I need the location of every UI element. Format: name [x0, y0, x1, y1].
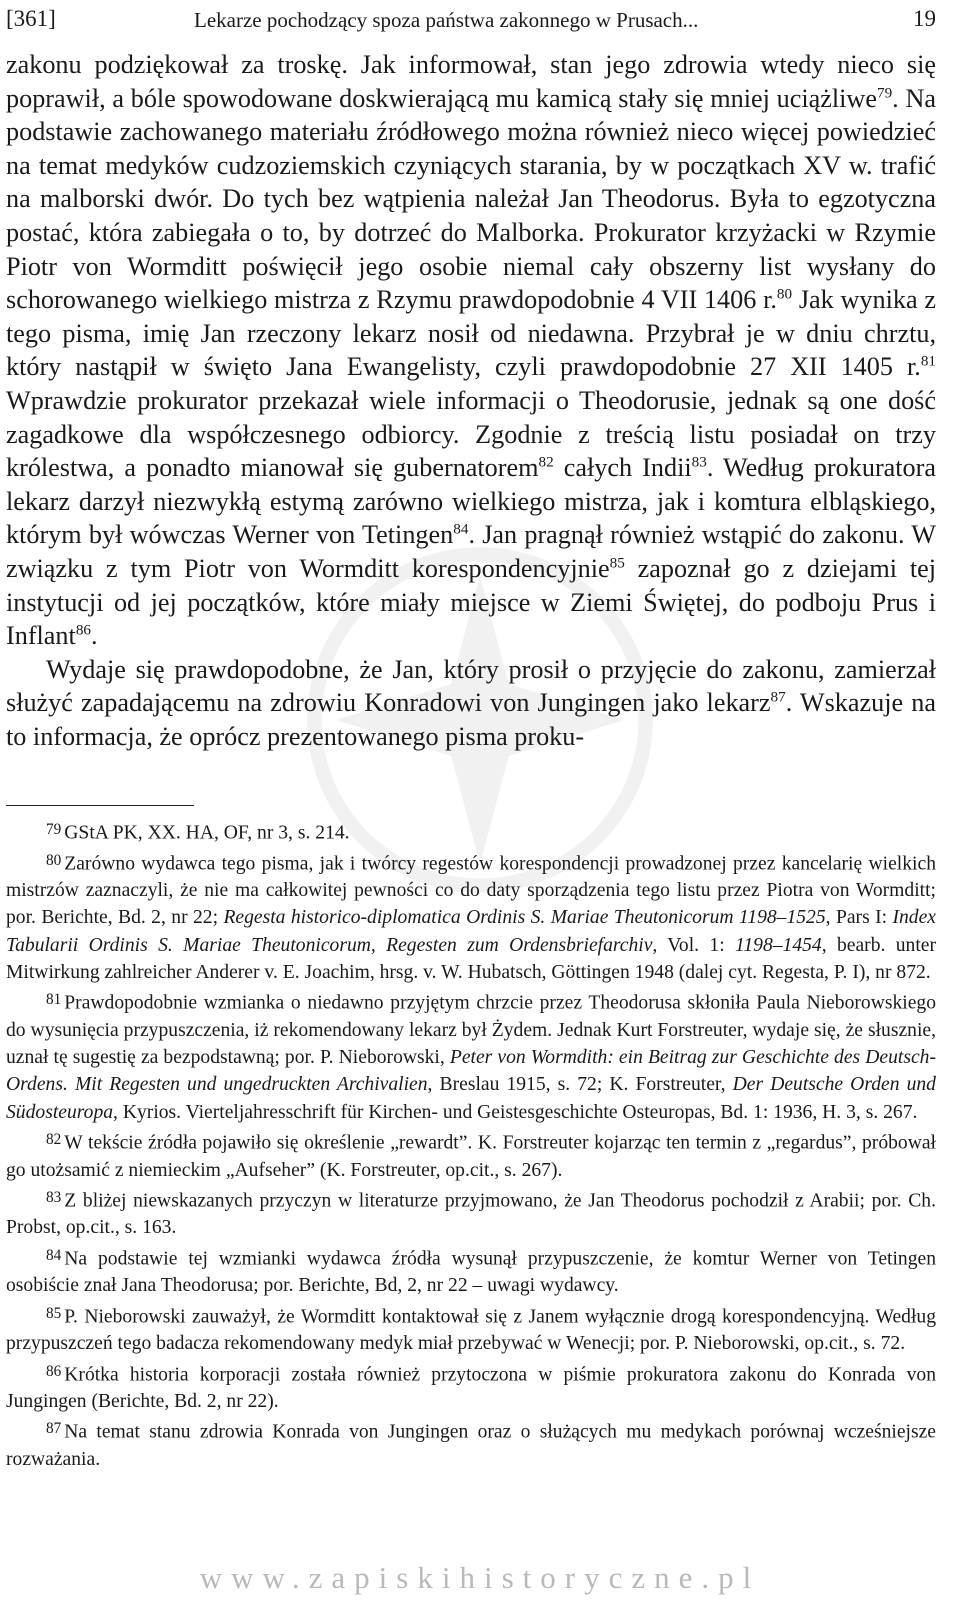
footnote-79: $^{79}$ GStA PK, XX. HA, OF, nr 3, s. 214.	[46, 821, 350, 844]
running-title: Lekarze pochodzący spoza państwa zakonnego w Prusach...	[194, 8, 699, 32]
main-text	[6, 48, 936, 753]
footnote-ref-79[interactable]: 79	[876, 83, 893, 101]
footnote-separator	[6, 805, 194, 806]
footnote-ref-86[interactable]: 86	[75, 621, 91, 639]
footnote-ref-87[interactable]: 87	[770, 688, 786, 706]
footnote-ref-81[interactable]: 81	[920, 352, 936, 370]
running-header	[6, 2, 936, 36]
footnote-87: $^{87}$ Na temat stanu zdrowia Konrada von Jungingen oraz o służących mu medykach porównaj wcześniejsze rozważania.	[6, 1420, 936, 1470]
footnote-ref-82[interactable]: 82	[538, 453, 554, 471]
section-marker: [361]	[6, 6, 56, 31]
footnote-86: $^{86}$ Krótka historia korporacji została również przytoczona w piśmie prokuratora zakonu do Konrada von Jungingen (Berichte, Bd. 2, nr 22).	[6, 1362, 936, 1413]
footnote-ref-83[interactable]: 83	[691, 453, 707, 471]
footnote-82: $^{82}$ W tekście źródła pojawiło się określenie „rewardt”. K. Forstreuter kojarząc ten termin z „regardus”, próbował go utożsamić z niemieckim „Aufseher” (K. Forstreuter, op.cit., s. 267).	[6, 1131, 936, 1181]
paragraph-1: zakonu podziękował za troskę. Jak informował, stan jego zdrowia wtedy nieco się poprawił, a bóle spowodowane doskwierającą mu kamicą stały się mniej uciążliwe$^{79}$. Na podstawie zachowanego materiału źródłowego można również nieco więcej powiedzieć na temat medyków cudzoziemskich czyniących starania, by w początkach XV w. trafić na malborski dwór. Do tych bez wątpienia należał Jan Theodorus. Była to egzotyczna postać, która zabiegała o to, by dotrzeć do Malborka. Prokurator krzyżacki w Rzymie Piotr von Wormditt poświęcił jego osobie niemal cały obszerny list wysłany do schorowanego wielkiego mistrza z Rzymu prawdopodobnie 4 VII 1406 r.$^{80}$ Jak wynika z tego pisma, imię Jan rzeczony lekarz nosił od niedawna. Przybrał je w dniu chrztu, który nastąpił w święto Jana Ewangelisty, czyli prawdopodobnie 27 XII 1405 r.$^{81}$ Wprawdzie prokurator przekazał wiele informacji o Theodorusie, jednak są one dość zagadkowe dla współczesnego odbiorcy. Zgodnie z treścią listu posiadał on trzy królestwa, a ponadto mianował się gubernatorem$^{82}$ całych Indii$^{83}$. Według prokuratora lekarz darzył niezwykłą estymą zarówno wielkiego mistrza, jak i komtura elbląskiego, którym był wówczas Werner von Tetingen$^{84}$. Jan pragnął również wstąpić do zakonu. W związku z tym Piotr von Wormditt korespondencyjnie$^{85}$ zapoznał go z dziejami tej instytucji od jej początków, które miały miejsce w Ziemi Świętej, do podboju Prus i Inflant$^{86}$.	[6, 50, 937, 651]
footnotes	[6, 816, 936, 1473]
footnote-ref-84[interactable]: 84	[453, 520, 469, 538]
footnote-84: $^{84}$ Na podstawie tej wzmianki wydawca źródła wysunął przypuszczenie, że komtur Werner von Tetingen osobiście znał Jana Theodorusa; por. Berichte, Bd, 2, nr 22 – uwagi wydawcy.	[6, 1246, 936, 1297]
footnote-ref-85[interactable]: 85	[609, 554, 625, 572]
page-number: 19	[913, 6, 936, 31]
footnote-80: $^{80}$ Zarówno wydawca tego pisma, jak i twórcy regestów korespondencji prowadzonej przez kancelarię wielkich mistrzów zaznaczyli, że nie ma całkowitej pewności co do daty sporządzenia tego listu przez Piotra von Wormditt; por. Berichte, Bd. 2, nr 22; Regesta historico-diplomatica Ordinis S. Mariae Theutonicorum 1198–1525, Pars I: Index Tabularii Ordinis S. Mariae Theutonicorum, Regesten zum Ordensbriefarchiv, Vol. 1: 1198–1454, bearb. unter Mitwirkung zahlreicher Anderer v. E. Joachim, hrsg. v. W. Hubatsch, Göttingen 1948 (dalej cyt. Regesta, P. I), nr 872.	[6, 851, 936, 984]
footnote-85: $^{85}$ P. Nieborowski zauważył, że Wormditt kontaktował się z Janem wyłącznie drogą korespondencyjną. Według przypuszczeń tego badacza rekomendowany medyk miał przebywać w Wenecji; por. P. Nieborowski, op.cit., s. 72.	[6, 1304, 936, 1355]
footnote-81: $^{81}$ Prawdopodobnie wzmianka o niedawno przyjętym chrzcie przez Theodorusa skłoniła Paula Nieborowskiego do wysunięcia przypuszczenia, iż rekomendowany lekarz był Żydem. Jednak Kurt Forstreuter, wydaje się, że słusznie, uznał tę sugestię za bezpodstawną; por. P. Nieborowski, Peter von Wormdith: ein Beitrag zur Geschichte des Deutsch-Ordens. Mit Regesten und ungedruckten Archivalien, Breslau 1915, s. 72; K. Forstreuter, Der Deutsche Orden und Südosteuropa, Kyrios. Vierteljahresschrift für Kirchen- und Geistesgeschichte Osteuropas, Bd. 1: 1936, H. 3, s. 267.	[6, 991, 936, 1123]
website-footer[interactable]: www.zapiskihistoryczne.pl	[199, 1560, 761, 1595]
footnote-83: $^{83}$ Z bliżej niewskazanych przyczyn w literaturze przyjmowano, że Jan Theodorus pochodził z Arabii; por. Ch. Probst, op.cit., s. 163.	[6, 1188, 936, 1239]
paragraph-2: Wydaje się prawdopodobne, że Jan, który prosił o przyjęcie do zakonu, zamierzał służyć zapadającemu na zdrowiu Konradowi von Jungingen jako lekarz$^{87}$. Wskazuje na to informacja, że oprócz prezentowanego pisma proku-	[6, 654, 936, 751]
footnote-ref-80[interactable]: 80	[776, 285, 793, 303]
